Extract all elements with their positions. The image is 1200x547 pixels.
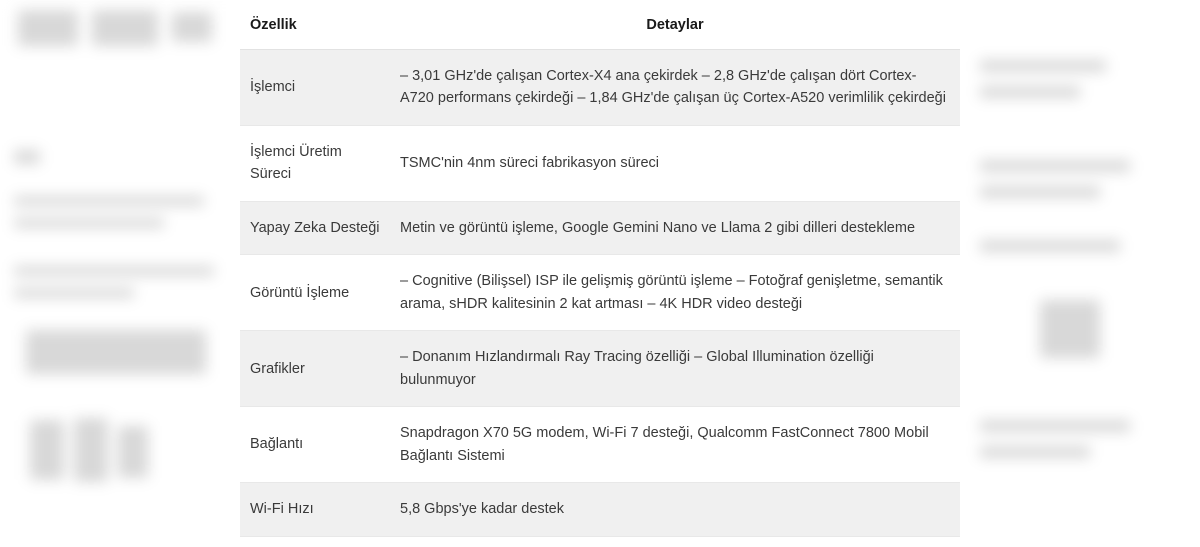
table-row [240, 483, 960, 536]
cell-details: – Donanım Hızlandırmalı Ray Tracing özelliği – Global Illumination özelliği bulunmuyor [390, 331, 960, 407]
column-header-feature: Özellik [240, 0, 390, 50]
cell-feature: Yapay Zeka Desteği [240, 201, 390, 254]
cell-details: 5,8 Gbps'ye kadar destek [390, 483, 960, 536]
cell-feature: Wi-Fi Hızı [240, 483, 390, 536]
table-row [240, 201, 960, 254]
specification-table-container [240, 0, 960, 547]
table-row [240, 125, 960, 201]
cell-details: Snapdragon X70 5G modem, Wi-Fi 7 desteği, Qualcomm FastConnect 7800 Mobil Bağlantı Sistemi [390, 407, 960, 483]
table-header [240, 0, 960, 50]
cell-feature: Bağlantı [240, 407, 390, 483]
table-header-row [240, 0, 960, 50]
table-body [240, 50, 960, 537]
table-row [240, 50, 960, 126]
table-row [240, 331, 960, 407]
cell-details: Metin ve görüntü işleme, Google Gemini Nano ve Llama 2 gibi dilleri destekleme [390, 201, 960, 254]
cell-feature: Grafikler [240, 331, 390, 407]
cell-details: TSMC'nin 4nm süreci fabrikasyon süreci [390, 125, 960, 201]
table-row [240, 255, 960, 331]
cell-feature: Görüntü İşleme [240, 255, 390, 331]
cell-details: – 3,01 GHz'de çalışan Cortex-X4 ana çekirdek – 2,8 GHz'de çalışan dört Cortex-A720 performans çekirdeği – 1,84 GHz'de çalışan üç Cortex-A520 verimlilik çekirdeği [390, 50, 960, 126]
cell-feature: İşlemci Üretim Süreci [240, 125, 390, 201]
cell-details: – Cognitive (Bilişsel) ISP ile gelişmiş görüntü işleme – Fotoğraf genişletme, semantik arama, sHDR kalitesinin 2 kat artması – 4K HDR video desteği [390, 255, 960, 331]
cell-feature: İşlemci [240, 50, 390, 126]
column-header-details: Detaylar [390, 0, 960, 50]
specification-table [240, 0, 960, 537]
table-row [240, 407, 960, 483]
